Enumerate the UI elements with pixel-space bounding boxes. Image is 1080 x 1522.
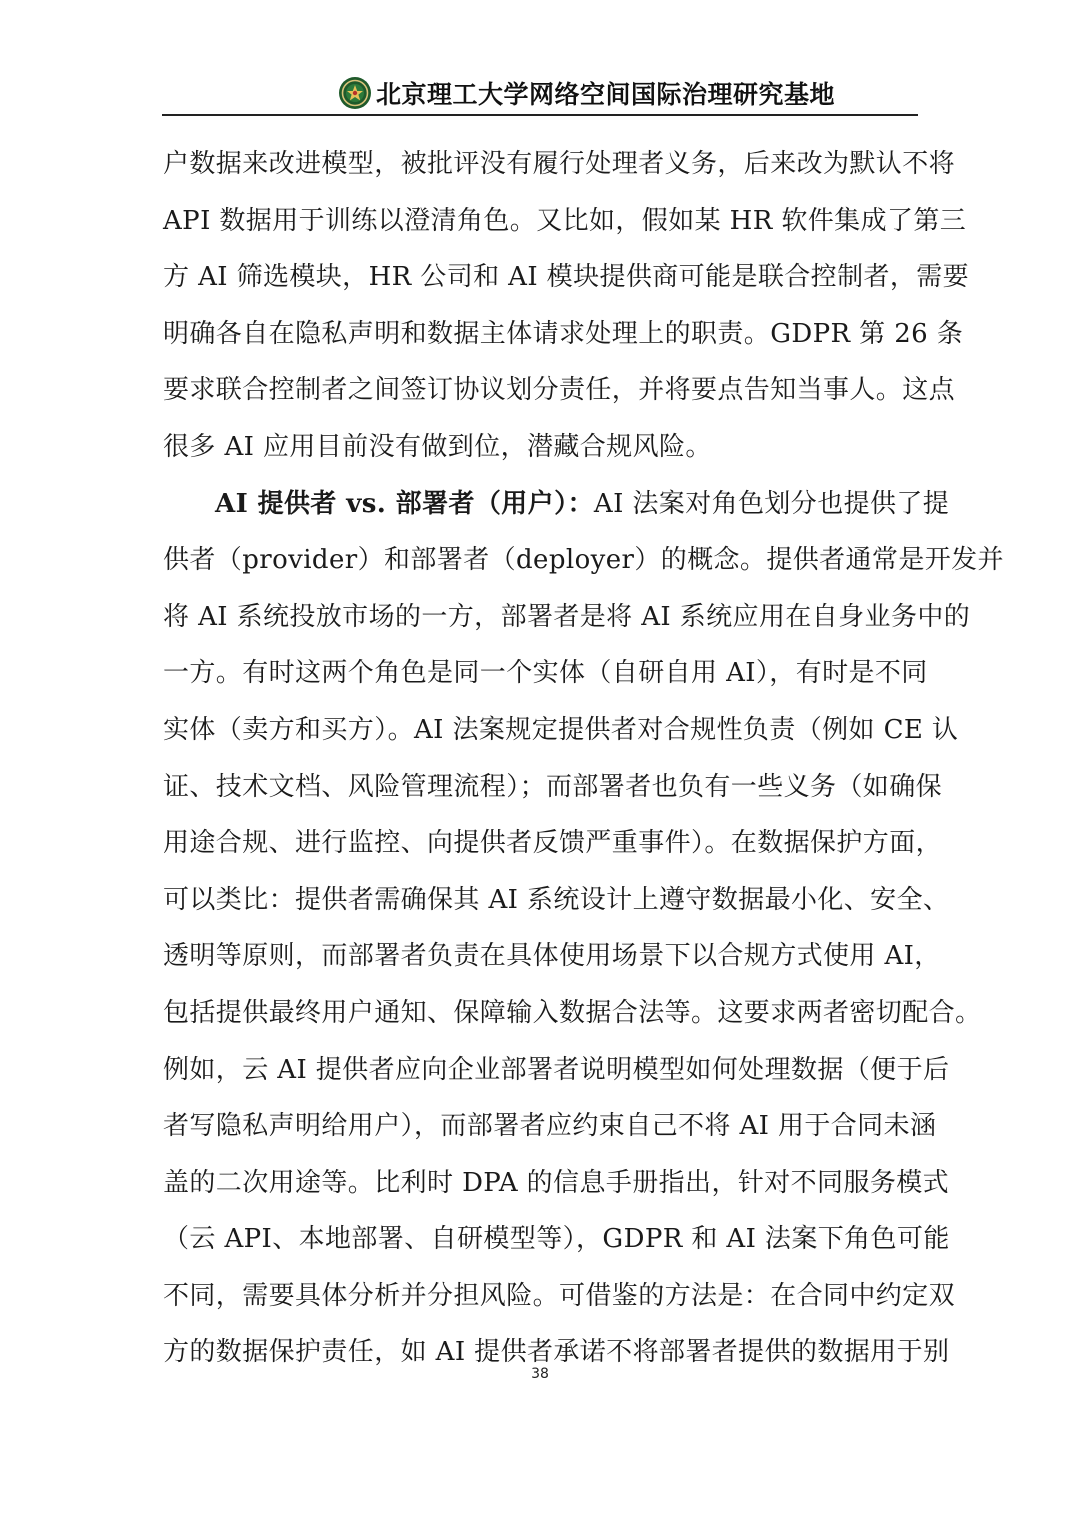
body-text [163, 136, 1004, 1381]
text-line: 例如，云 AI 提供者应向企业部署者说明模型如何处理数据（便于后 [163, 1054, 950, 1085]
paragraph-first-line [163, 476, 950, 533]
text-line: 可以类比：提供者需确保其 AI 系统设计上遵守数据最小化、安全、 [163, 884, 950, 915]
text-line: 用途合规、进行监控、向提供者反馈严重事件）。在数据保护方面， [163, 828, 943, 859]
text-line: 实体（卖方和买方）。AI 法案规定提供者对合规性负责（例如 CE 认 [163, 714, 959, 745]
text-line: 供者（provider）和部署者（deployer）的概念。提供者通常是开发并 [163, 545, 1004, 576]
university-seal-icon [338, 76, 372, 110]
text-line: 者写隐私声明给用户），而部署者应约束自己不将 AI 用于合同未涵 [163, 1111, 937, 1142]
text-line: 要求联合控制者之间签订协议划分责任，并将要点告知当事人。这点 [163, 375, 956, 406]
paragraph-provider-vs-deployer [163, 476, 1004, 1382]
text-line: 不同，需要具体分析并分担风险。可借鉴的方法是：在合同中约定双 [163, 1280, 956, 1311]
text-line: 包括提供最终用户通知、保障输入数据合法等。这要求两者密切配合。 [163, 997, 982, 1028]
text-fragment: AI 法案对角色划分也提供了提 [593, 488, 950, 519]
text-line: 户数据来改进模型，被批评没有履行处理者义务，后来改为默认不将 [163, 149, 956, 179]
text-line: 明确各自在隐私声明和数据主体请求处理上的职责。GDPR 第 26 条 [163, 318, 964, 349]
text-line: 方的数据保护责任，如 AI 提供者承诺不将部署者提供的数据用于别 [163, 1337, 950, 1368]
text-line: （云 API、本地部署、自研模型等），GDPR 和 AI 法案下角色可能 [163, 1224, 950, 1255]
text-line: API 数据用于训练以澄清角色。又比如，假如某 HR 软件集成了第三 [163, 205, 967, 236]
paragraph-lead-heading: AI 提供者 vs. 部署者（用户）： [215, 488, 594, 519]
text-line: 将 AI 系统投放市场的一方，部署者是将 AI 系统应用在自身业务中的 [163, 601, 971, 632]
paragraph-joint-controllers [163, 136, 970, 476]
text-line: 方 AI 筛选模块，HR 公司和 AI 模块提供商可能是联合控制者，需要 [163, 262, 970, 293]
header-divider [162, 114, 918, 116]
header-institution-title: 北京理工大学网络空间国际治理研究基地 [376, 80, 836, 109]
page-number: 38 [531, 1366, 549, 1382]
text-line: 一方。有时这两个角色是同一个实体（自研自用 AI），有时是不同 [163, 658, 928, 689]
text-line: 透明等原则，而部署者负责在具体使用场景下以合规方式使用 AI， [163, 941, 941, 972]
text-line: 证、技术文档、风险管理流程）；而部署者也负有一些义务（如确保 [163, 771, 943, 802]
page-header [0, 0, 1080, 120]
text-line: 盖的二次用途等。比利时 DPA 的信息手册指出，针对不同服务模式 [163, 1167, 950, 1198]
text-line: 很多 AI 应用目前没有做到位，潜藏合规风险。 [163, 431, 712, 462]
